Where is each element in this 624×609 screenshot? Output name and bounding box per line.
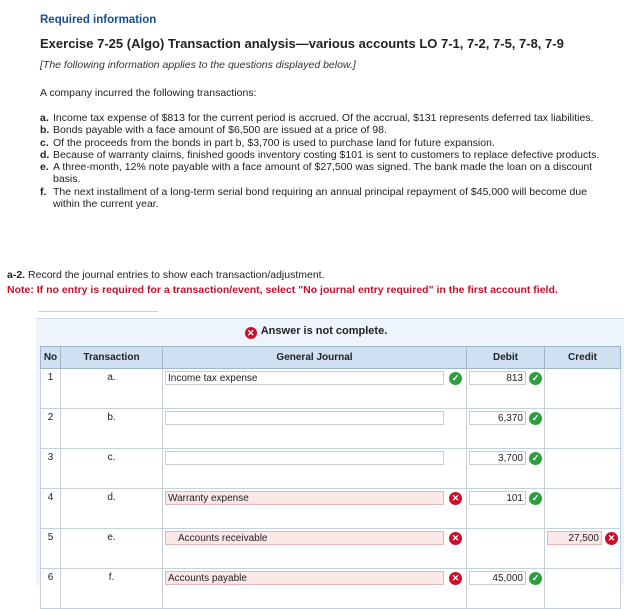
debit-input[interactable] [469, 531, 526, 545]
answer-status: ✕ Answer is not complete. [36, 325, 596, 339]
debit-input[interactable]: 813 [469, 371, 526, 385]
transaction-list [40, 112, 610, 210]
credit-input[interactable] [547, 411, 602, 425]
row-number: 5 [41, 529, 61, 569]
table-row [41, 409, 621, 449]
col-debit: Debit [467, 347, 545, 369]
intro-text: A company incurred the following transactions: [40, 87, 257, 99]
x-circle-icon: ✕ [449, 532, 462, 545]
transaction-item: c. Of the proceeds from the bonds in part b, $3,700 is used to purchase land for future expansion. [40, 136, 495, 149]
debit-cell[interactable] [467, 409, 545, 449]
required-information-heading: Required information [40, 14, 157, 26]
table-row [41, 489, 621, 529]
row-number: 3 [41, 449, 61, 489]
debit-input[interactable]: 3,700 [469, 451, 526, 465]
col-transaction: Transaction [61, 347, 163, 369]
account-select[interactable] [165, 451, 444, 465]
table-header-row [41, 347, 621, 369]
credit-cell[interactable] [545, 449, 621, 489]
debit-cell[interactable] [467, 489, 545, 529]
transaction-item: e. A three-month, 12% note payable with a face amount of $27,500 was signed. The bank made the loan on a discount basis. [40, 161, 593, 186]
row-transaction: c. [61, 449, 163, 489]
row-number: 6 [41, 569, 61, 609]
check-circle-icon: ✓ [529, 372, 542, 385]
check-circle-icon: ✓ [449, 372, 462, 385]
account-cell[interactable] [163, 369, 467, 409]
credit-input[interactable] [547, 571, 602, 585]
row-transaction: a. [61, 369, 163, 409]
row-number: 4 [41, 489, 61, 529]
debit-cell[interactable] [467, 369, 545, 409]
row-transaction: e. [61, 529, 163, 569]
transaction-item: d. Because of warranty claims, finished goods inventory costing $101 is sent to customers to replace defective products. [40, 148, 600, 161]
account-cell[interactable] [163, 529, 467, 569]
account-cell[interactable] [163, 449, 467, 489]
row-transaction: f. [61, 569, 163, 609]
question-a2: a-2. Record the journal entries to show each transaction/adjustment. [7, 269, 325, 281]
check-circle-icon: ✓ [529, 412, 542, 425]
tab-divider [38, 311, 158, 312]
table-row [41, 569, 621, 609]
question-note: Note: If no entry is required for a transaction/event, select "No journal entry required" in the first account field. [7, 284, 558, 296]
col-general-journal: General Journal [163, 347, 467, 369]
row-transaction: b. [61, 409, 163, 449]
account-cell[interactable] [163, 409, 467, 449]
credit-input[interactable] [547, 451, 602, 465]
journal-table [40, 346, 621, 609]
table-row [41, 369, 621, 409]
transaction-item: f. The next installment of a long-term serial bond requiring an annual principal repayment of $45,000 will become due within the current year. [40, 185, 588, 211]
credit-cell[interactable] [545, 489, 621, 529]
table-row [41, 529, 621, 569]
account-select[interactable] [165, 411, 444, 425]
credit-cell[interactable] [545, 409, 621, 449]
info-note: [The following information applies to the questions displayed below.] [40, 59, 356, 71]
debit-cell[interactable] [467, 449, 545, 489]
credit-cell[interactable] [545, 569, 621, 609]
table-row [41, 449, 621, 489]
account-select[interactable]: Warranty expense [165, 491, 444, 505]
credit-cell[interactable] [545, 369, 621, 409]
col-credit: Credit [545, 347, 621, 369]
x-circle-icon: ✕ [449, 572, 462, 585]
row-number: 2 [41, 409, 61, 449]
exercise-title: Exercise 7-25 (Algo) Transaction analysis—various accounts LO 7-1, 7-2, 7-5, 7-8, 7-9 [40, 36, 564, 51]
credit-input[interactable] [547, 371, 602, 385]
check-circle-icon: ✓ [529, 492, 542, 505]
account-cell[interactable] [163, 569, 467, 609]
account-select[interactable]: Accounts payable [165, 571, 444, 585]
x-circle-icon: ✕ [245, 327, 257, 339]
account-select[interactable]: Accounts receivable [165, 531, 444, 545]
transaction-item: b. Bonds payable with a face amount of $6,500 are issued at a price of 98. [40, 124, 387, 137]
debit-input[interactable]: 6,370 [469, 411, 526, 425]
credit-cell[interactable] [545, 529, 621, 569]
account-cell[interactable] [163, 489, 467, 529]
col-no: No [41, 347, 61, 369]
check-circle-icon: ✓ [529, 452, 542, 465]
debit-cell[interactable] [467, 529, 545, 569]
x-circle-icon: ✕ [449, 492, 462, 505]
check-circle-icon: ✓ [529, 572, 542, 585]
credit-input[interactable] [547, 491, 602, 505]
row-transaction: d. [61, 489, 163, 529]
debit-input[interactable]: 101 [469, 491, 526, 505]
credit-input[interactable]: 27,500 [547, 531, 602, 545]
debit-cell[interactable] [467, 569, 545, 609]
transaction-item: a. Income tax expense of $813 for the current period is accrued. Of the accrual, $131 represents deferred tax liabilities. [40, 112, 594, 124]
row-number: 1 [41, 369, 61, 409]
debit-input[interactable]: 45,000 [469, 571, 526, 585]
account-select[interactable]: Income tax expense [165, 371, 444, 385]
x-circle-icon: ✕ [605, 532, 618, 545]
